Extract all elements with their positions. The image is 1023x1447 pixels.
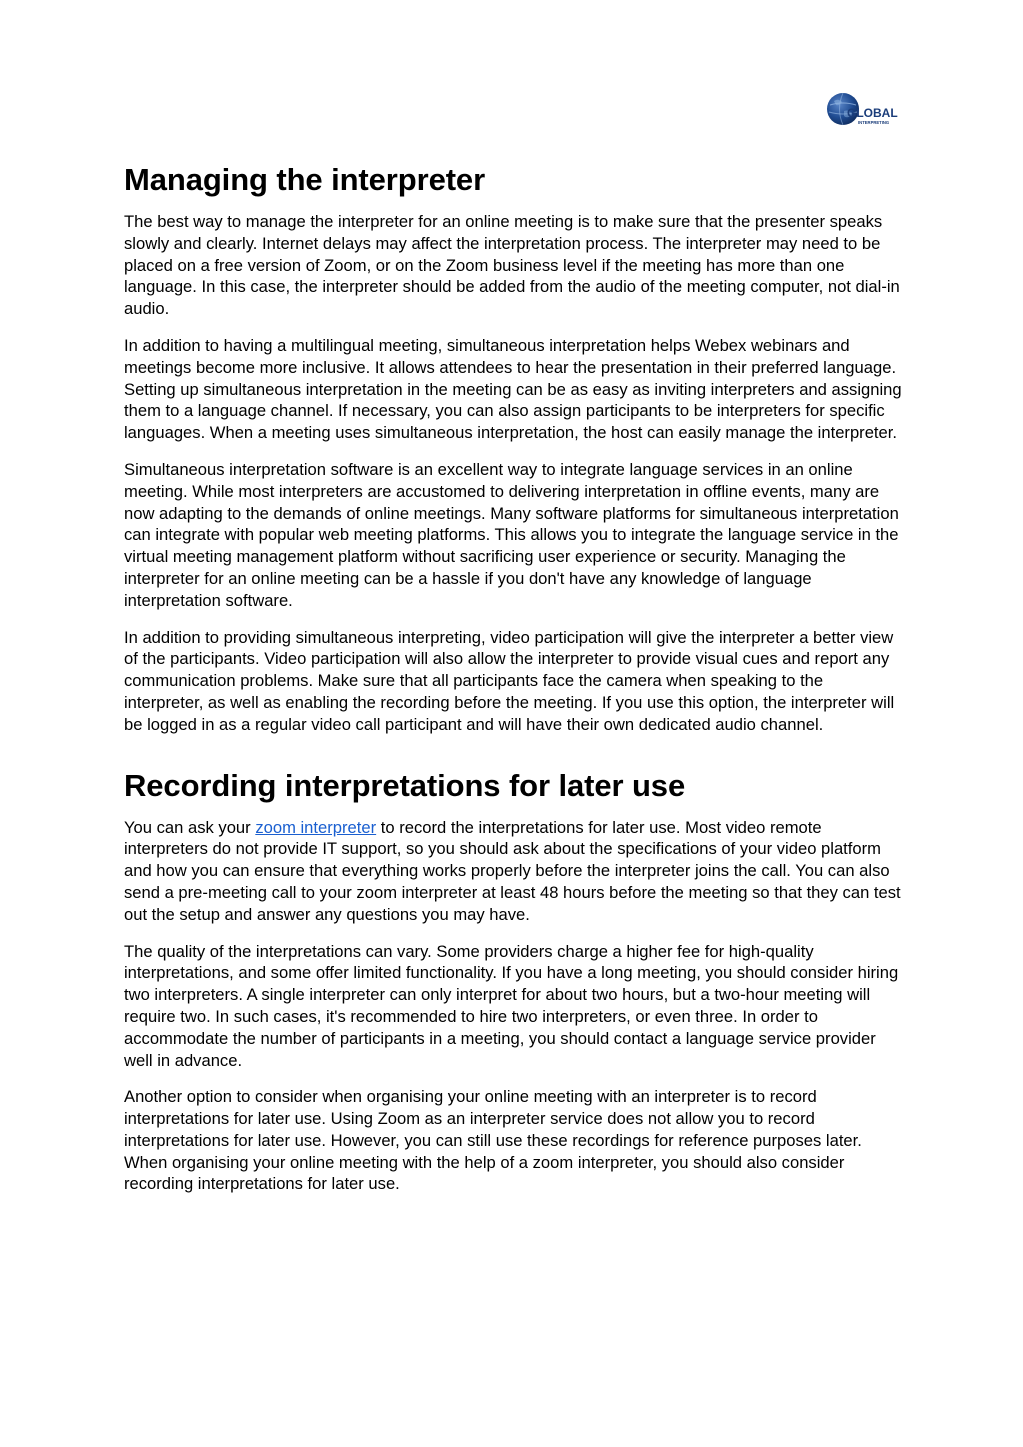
zoom-interpreter-link[interactable]: zoom interpreter xyxy=(255,817,377,837)
paragraph: The quality of the interpretations can vary. Some providers charge a higher fee for high-quality interpretations, and some offer limited functionality. If you have a long meeting, you should consider hiring two interpreters. A single interpreter can only interpret for about two hours, but a two-hour meeting will require two. In such cases, it's recommended to hire two interpreters, or even three. In order to accommodate the number of participants in a meeting, you should contact a language service provider well in advance. xyxy=(124,941,899,1070)
svg-text:GLOBAL: GLOBAL xyxy=(847,106,898,120)
svg-text:INTERPRETING: INTERPRETING xyxy=(858,120,890,125)
section-heading-recording: Recording interpretations for later use xyxy=(124,767,686,803)
article-body xyxy=(124,160,906,1210)
paragraph: Another option to consider when organising your online meeting with an interpreter is to record interpretations for later use. Using Zoom as an interpreter service does not allow you to record interpretations for later use. However, you can still use these recordings for reference purposes later. When organising your online meeting with the help of a zoom interpreter, you should also consider recording interpretations for later use. xyxy=(124,1087,862,1194)
paragraph: The best way to manage the interpreter for an online meeting is to make sure that the presenter speaks slowly and clearly. Internet delays may affect the interpretation process. The interpreter may need to be placed on a free version of Zoom, or on the Zoom business level if the meeting has more than one language. In this case, the interpreter should be added from the audio of the meeting computer, not dial-in audio. xyxy=(124,212,900,319)
paragraph-text: to record the interpretations for later use. Most video remote interpreters do not provide IT support, so you should ask about the specifications of your video platform and how you can ensure that everything works properly before the interpreter joins the call. You can also send a pre-meeting call to your zoom interpreter at least 48 hours before the meeting so that they can test out the setup and answer any questions you may have. xyxy=(124,817,901,924)
paragraph: In addition to providing simultaneous interpreting, video participation will give the interpreter a better view of the participants. Video participation will also allow the interpreter to provide visual cues and report any communication problems. Make sure that all participants face the camera when speaking to the interpreter, as well as enabling the recording before the meeting. If you use this option, the interpreter will be logged in as a regular video call participant and will have their own dedicated audio channel. xyxy=(124,627,895,734)
company-logo xyxy=(826,92,902,128)
paragraph-text: You can ask your xyxy=(124,817,256,837)
section-heading-managing: Managing the interpreter xyxy=(124,162,486,197)
paragraph: In addition to having a multilingual meeting, simultaneous interpretation helps Webex webinars and meetings become more inclusive. It allows attendees to hear the presentation in their preferred language. Setting up simultaneous interpretation in the meeting can be as easy as inviting interpreters and assigning them to a language channel. If necessary, you can also assign participants to be interpreters for specific languages. When a meeting uses simultaneous interpretation, the host can easily manage the interpreter. xyxy=(124,335,902,443)
paragraph: Simultaneous interpretation software is an excellent way to integrate language services in an online meeting. While most interpreters are accustomed to delivering interpretation in offline events, many are now adapting to the demands of online meetings. Many software platforms for simultaneous interpretation can integrate with popular web meeting platforms. This allows you to integrate the language service in the virtual meeting management platform without sacrificing user experience or security. Managing the interpreter for an online meeting can be a hassle if you don't have any knowledge of language interpretation software. xyxy=(124,459,899,610)
globe-logo-icon xyxy=(826,92,902,128)
paragraph-with-link xyxy=(124,817,906,926)
